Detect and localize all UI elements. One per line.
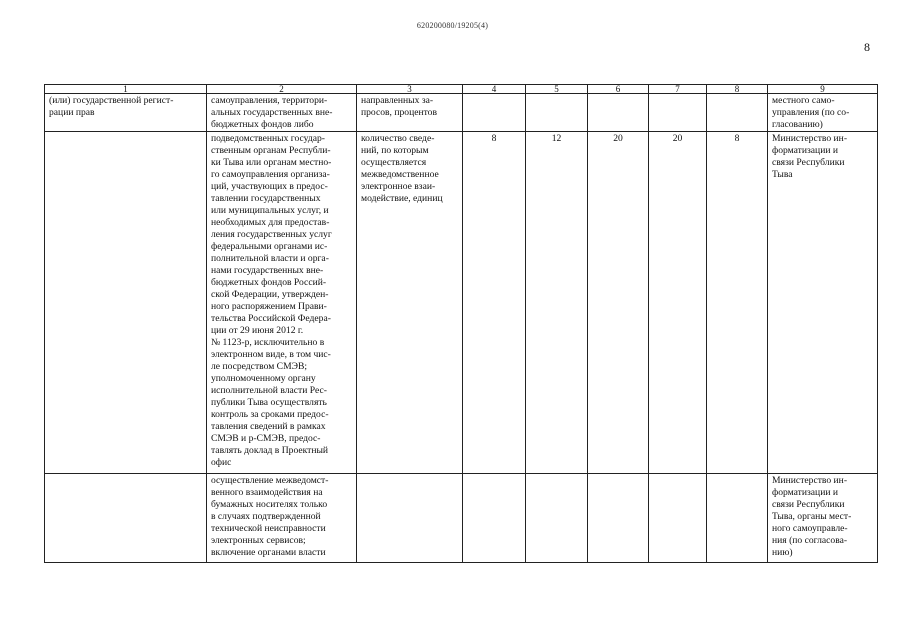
table-cell (707, 474, 768, 563)
table-cell (45, 474, 207, 563)
header-row (45, 85, 878, 94)
table-cell (357, 474, 463, 563)
table-cell: Министерство ин- форматизации и связи Республики Тыва (768, 132, 878, 474)
table-cell: 20 (649, 132, 707, 474)
table-cell (45, 132, 207, 474)
table-cell (588, 94, 649, 132)
table-cell (526, 94, 588, 132)
column-header: 1 (45, 85, 207, 94)
column-header: 2 (207, 85, 357, 94)
table-row (45, 474, 878, 563)
table-cell (526, 474, 588, 563)
table-cell (649, 94, 707, 132)
table-cell: 8 (707, 132, 768, 474)
table-cell: подведомственных государ- ственным органам Республи- ки Тыва или органам местно- го самоуправления организа- ций, участвующих в предос- тавлении государственных или муниципальных услуг, и необходимых для предостав- ления государственных услуг федеральными органами ис- полнительной власти и орга- нами государственных вне- бюджетных фондов Россий- ской Федерации, утвержден- ного распоряжением Прави- тельства Российской Федера- ции от 29 июня 2012 г. № 1123-р, исключительно в электронном виде, в том чис- ле посредством СМЭВ; уполномоченному органу исполнительной власти Рес- публики Тыва осуществлять контроль за сроками предос- тавления сведений в рамках СМЭВ и р-СМЭВ, предос- тавлять доклад в Проектный офис (207, 132, 357, 474)
column-header: 7 (649, 85, 707, 94)
column-header: 9 (768, 85, 878, 94)
table-cell: самоуправления, территори- альных государственных вне- бюджетных фондов либо (207, 94, 357, 132)
table-cell: количество сведе- ний, по которым осуществляется межведомственное электронное взаи- модействие, единиц (357, 132, 463, 474)
column-header: 8 (707, 85, 768, 94)
table-cell: 8 (463, 132, 526, 474)
table-cell (707, 94, 768, 132)
column-header: 6 (588, 85, 649, 94)
table-row (45, 132, 878, 474)
table-cell: направленных за- просов, процентов (357, 94, 463, 132)
table-cell: 12 (526, 132, 588, 474)
table-cell (649, 474, 707, 563)
table-cell (463, 474, 526, 563)
table-cell: (или) государственной регист- рации прав (45, 94, 207, 132)
table-cell (463, 94, 526, 132)
table-cell: 20 (588, 132, 649, 474)
document-code: 620200080/19205(4) (416, 21, 489, 30)
table-cell (588, 474, 649, 563)
table-cell: Министерство ин- форматизации и связи Республики Тыва, органы мест- ного самоуправле- ния (по согласова- нию) (768, 474, 878, 563)
page-number: 8 (864, 40, 870, 54)
column-header: 4 (463, 85, 526, 94)
column-header: 3 (357, 85, 463, 94)
data-table (44, 84, 878, 563)
table-row (45, 94, 878, 132)
table-cell: осуществление межведомст- венного взаимодействия на бумажных носителях только в случаях подтвержденной технической неисправности электронных сервисов; включение органами власти (207, 474, 357, 563)
column-header: 5 (526, 85, 588, 94)
table-cell: местного само- управления (по со- гласованию) (768, 94, 878, 132)
